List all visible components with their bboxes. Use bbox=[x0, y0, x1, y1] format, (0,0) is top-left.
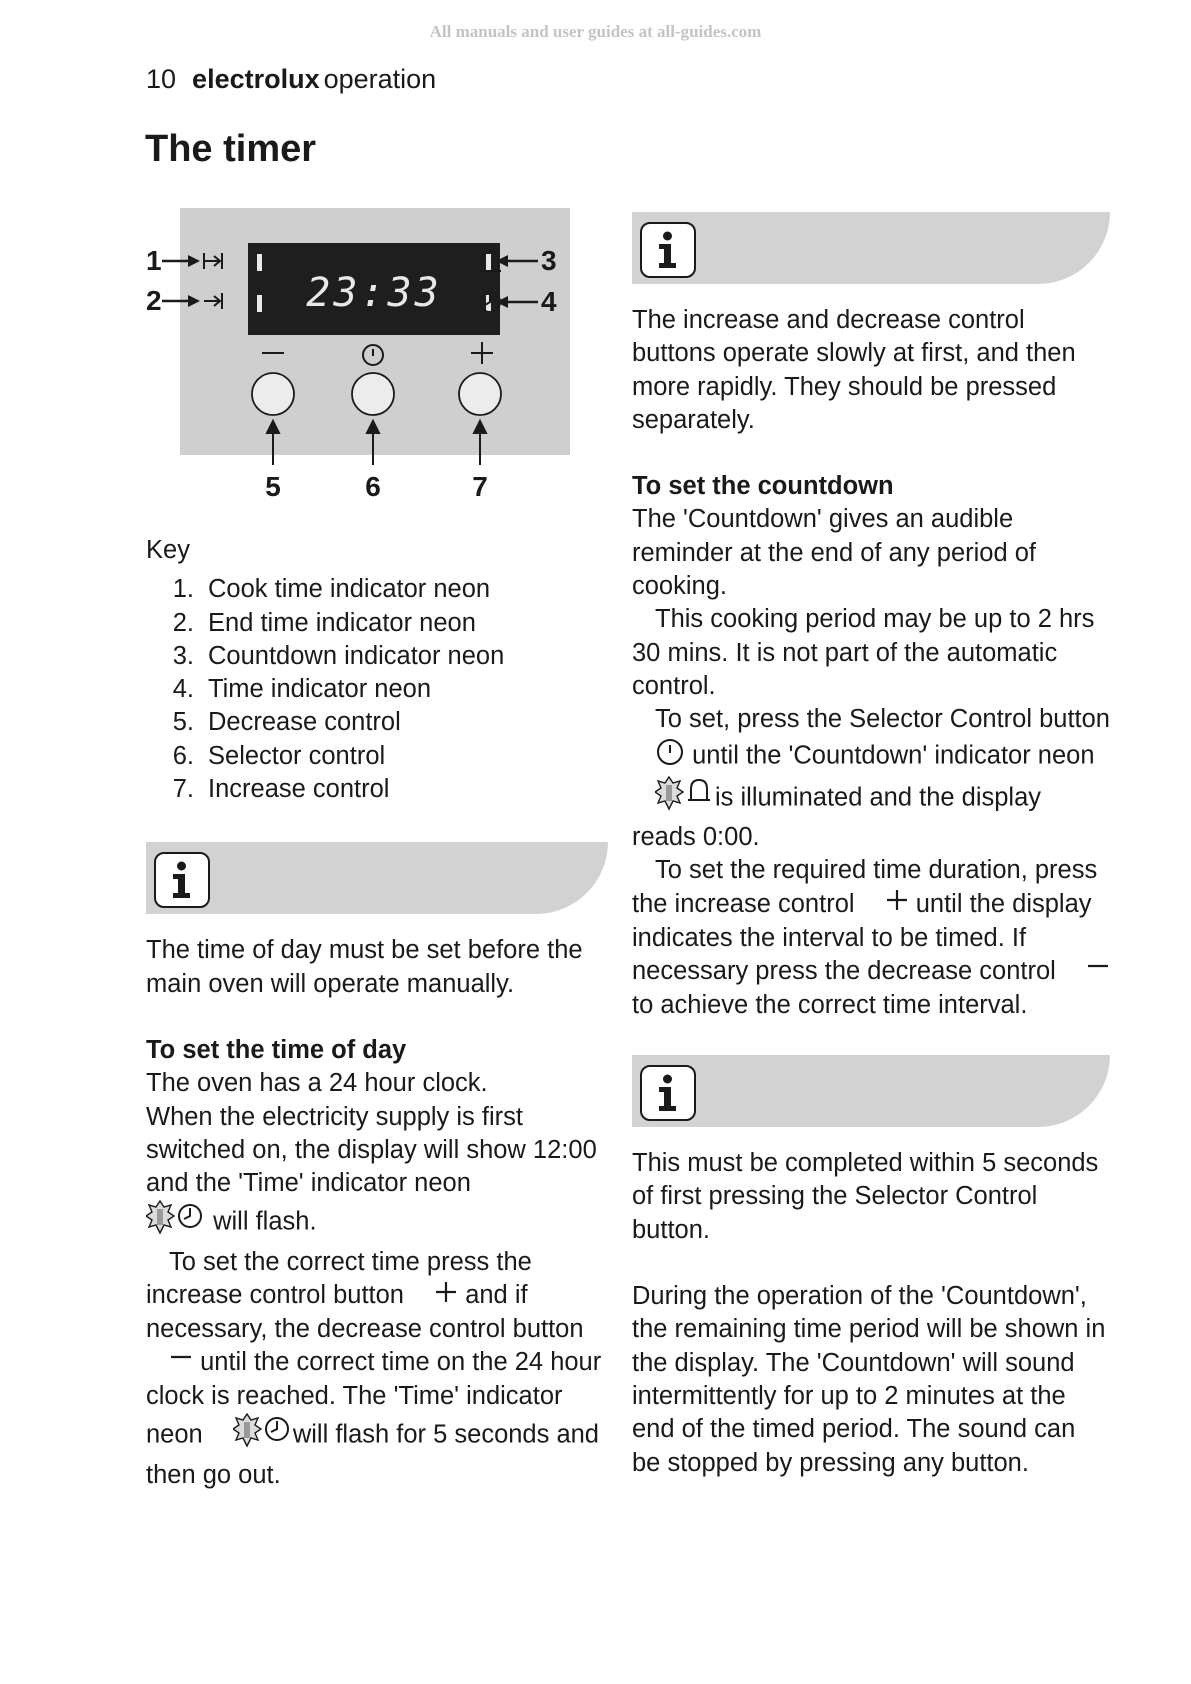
display-neon-bl bbox=[257, 295, 262, 312]
countdown-paragraph-5: During the operation of the 'Countdown', the remaining time period will be shown in the display. The 'Countdown' will sound intermittently for up to 2 minutes at the end of the timed period. The sound can be stopped by pressing any button. bbox=[632, 1282, 1106, 1477]
info-banner bbox=[632, 1055, 1110, 1127]
key-heading: Key bbox=[146, 536, 190, 564]
info-note-selector: This must be completed within 5 seconds of first pressing the Selector Control button. bbox=[632, 1149, 1099, 1244]
countdown-heading: To set the countdown bbox=[632, 472, 894, 501]
callout-2: 2 bbox=[146, 285, 162, 316]
right-column bbox=[632, 212, 1110, 1480]
key-item: 3. Countdown indicator neon bbox=[172, 641, 505, 670]
key-item: 1. Cook time indicator neon bbox=[172, 575, 491, 604]
time-paragraph-3: To set the correct time press the increase control button and if necessary, the decrease control button until the correct time on the 24 hour clock is reached. The 'Time' indicator neon will flash for 5 seconds and then go out. bbox=[146, 1247, 602, 1489]
key-item: 2. End time indicator neon bbox=[172, 608, 476, 637]
section-name: operation bbox=[323, 64, 437, 94]
info-note-buttons: The increase and decrease control buttons operate slowly at first, and then more rapidly. They should be pressed separately. bbox=[632, 306, 1076, 434]
selector-button bbox=[352, 373, 394, 415]
minus-icon bbox=[146, 1347, 193, 1380]
info-icon bbox=[640, 222, 696, 278]
info-icon bbox=[640, 1065, 696, 1121]
countdown-paragraph-3: To set, press the Selector Control button until the 'Countdown' indicator neon is illuminated and the display reads 0:00. bbox=[632, 705, 1110, 852]
countdown-paragraph-1: The 'Countdown' gives an audible reminder at the end of any period of cooking. bbox=[632, 505, 1037, 601]
page-title: The timer bbox=[145, 128, 317, 170]
page-header bbox=[146, 64, 436, 95]
minus-icon bbox=[1063, 956, 1110, 989]
decrease-button bbox=[252, 373, 294, 415]
info-banner bbox=[632, 212, 1110, 284]
key-item: 6. Selector control bbox=[172, 741, 386, 770]
plus-icon bbox=[862, 888, 909, 921]
callout-5: 5 bbox=[265, 471, 281, 502]
plus-icon bbox=[411, 1280, 458, 1313]
selector-icon bbox=[632, 737, 685, 776]
flashing-clock-icon bbox=[210, 1413, 293, 1458]
page-number: 10 bbox=[146, 64, 177, 94]
key-item: 5. Decrease control bbox=[172, 708, 401, 737]
flashing-bell-icon bbox=[632, 776, 715, 821]
display-neon-tl bbox=[257, 254, 262, 271]
timer-control-panel-diagram bbox=[140, 205, 600, 505]
display-time: 23:33 bbox=[306, 270, 442, 316]
time-paragraph-1: The oven has a 24 hour clock. bbox=[146, 1069, 488, 1098]
callout-3: 3 bbox=[541, 245, 557, 276]
countdown-paragraph-2: This cooking period may be up to 2 hrs 30 mins. It is not part of the automatic control. bbox=[632, 605, 1095, 700]
set-time-heading: To set the time of day bbox=[146, 1035, 407, 1064]
callout-6: 6 bbox=[365, 471, 381, 502]
info-note-time-of-day: The time of day must be set before the main oven will operate manually. bbox=[146, 936, 583, 998]
countdown-paragraph-4: To set the required time duration, press the increase control until the display indicates the interval to be timed. If necessary press the decrease control to achieve the correct time interval. bbox=[632, 854, 1110, 1022]
callout-7: 7 bbox=[472, 471, 488, 502]
brand-name: electrolux bbox=[192, 64, 320, 94]
increase-button bbox=[459, 373, 501, 415]
callout-4: 4 bbox=[541, 286, 557, 317]
watermark: All manuals and user guides at all-guides.com bbox=[429, 22, 762, 41]
key-item: 7. Increase control bbox=[172, 775, 390, 804]
time-paragraph-2: When the electricity supply is first switched on, the display will show 12:00 and the 'Time' indicator neon will flash. bbox=[146, 1101, 608, 1246]
info-icon bbox=[154, 852, 210, 908]
flashing-clock-icon bbox=[146, 1200, 206, 1245]
info-banner bbox=[146, 842, 608, 914]
display-neon-tr bbox=[486, 254, 491, 271]
key-item: 4. Time indicator neon bbox=[172, 675, 432, 704]
left-column bbox=[146, 534, 608, 1492]
callout-1: 1 bbox=[146, 245, 162, 276]
key-list bbox=[146, 573, 608, 806]
